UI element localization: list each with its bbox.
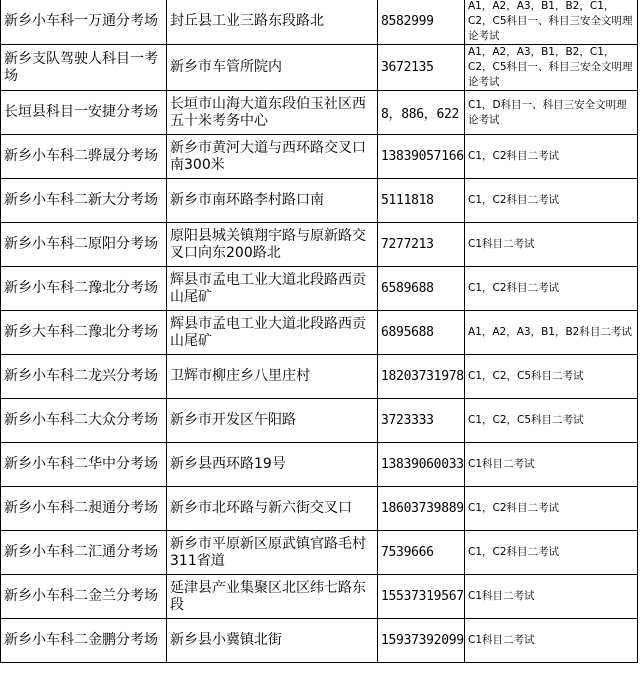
phone-cell: 6895688 <box>378 311 465 355</box>
exam-subjects-cell: A1，A2，A3，B1，B2，C1，C2，C5科目一、科目三安全文明理论考试 <box>465 0 638 45</box>
exam-subjects-cell: C1，C2科目二考试 <box>465 531 638 575</box>
address-cell: 新乡市南环路李村路口南 <box>167 179 378 223</box>
exam-subjects-cell: C1科目二考试 <box>465 223 638 267</box>
table-row <box>1 223 638 267</box>
phone-cell: 13839057166 <box>378 135 465 179</box>
table-row <box>1 355 638 399</box>
phone-cell: 6589688 <box>378 267 465 311</box>
phone-cell: 3723333 <box>378 399 465 443</box>
exam-subjects-cell: A1，A2，A3，B1，B2，C1，C2，C5科目一、科目三安全文明理论考试 <box>465 45 638 91</box>
site-name-cell: 新乡小车科二大众分考场 <box>1 399 167 443</box>
address-cell: 新乡市车管所院内 <box>167 45 378 91</box>
exam-subjects-cell: C1科目二考试 <box>465 443 638 487</box>
address-cell: 新乡市北环路与新六街交叉口 <box>167 487 378 531</box>
address-cell: 延津县产业集聚区北区纬七路东段 <box>167 575 378 619</box>
table-row <box>1 487 638 531</box>
exam-subjects-cell: C1，C2，C5科目二考试 <box>465 355 638 399</box>
phone-cell: 15937392099 <box>378 619 465 663</box>
table-row <box>1 267 638 311</box>
phone-cell: 3672135 <box>378 45 465 91</box>
table-row <box>1 135 638 179</box>
table-row <box>1 443 638 487</box>
site-name-cell: 新乡小车科二金鹏分考场 <box>1 619 167 663</box>
site-name-cell: 新乡小车科二华中分考场 <box>1 443 167 487</box>
site-name-cell: 长垣县科目一安捷分考场 <box>1 91 167 135</box>
table-row <box>1 0 638 45</box>
exam-site-table-body <box>1 0 638 663</box>
phone-cell: 8，886，622 <box>378 91 465 135</box>
site-name-cell: 新乡小车科二金兰分考场 <box>1 575 167 619</box>
table-row <box>1 531 638 575</box>
address-cell: 卫辉市柳庄乡八里庄村 <box>167 355 378 399</box>
table-row <box>1 619 638 663</box>
site-name-cell: 新乡小车科二龙兴分考场 <box>1 355 167 399</box>
site-name-cell: 新乡支队驾驶人科目一考场 <box>1 45 167 91</box>
table-row <box>1 399 638 443</box>
site-name-cell: 新乡小车科二豫北分考场 <box>1 267 167 311</box>
address-cell: 封丘县工业三路东段路北 <box>167 0 378 45</box>
phone-cell: 5111818 <box>378 179 465 223</box>
exam-subjects-cell: C1，C2科目二考试 <box>465 135 638 179</box>
exam-subjects-cell: C1，C2科目二考试 <box>465 267 638 311</box>
exam-subjects-cell: C1，C2科目二考试 <box>465 487 638 531</box>
phone-cell: 13839060033 <box>378 443 465 487</box>
address-cell: 辉县市孟电工业大道北段路西贡山尾矿 <box>167 267 378 311</box>
address-cell: 新乡市平原新区原武镇官路毛村311省道 <box>167 531 378 575</box>
address-cell: 原阳县城关镇翔宇路与原新路交叉口向东200路北 <box>167 223 378 267</box>
phone-cell: 7277213 <box>378 223 465 267</box>
exam-subjects-cell: C1科目二考试 <box>465 619 638 663</box>
table-row <box>1 311 638 355</box>
address-cell: 长垣市山海大道东段伯玉社区西五十米考务中心 <box>167 91 378 135</box>
phone-cell: 15537319567 <box>378 575 465 619</box>
site-name-cell: 新乡小车科二骅晟分考场 <box>1 135 167 179</box>
site-name-cell: 新乡小车科二汇通分考场 <box>1 531 167 575</box>
phone-cell: 8582999 <box>378 0 465 45</box>
phone-cell: 18603739889 <box>378 487 465 531</box>
exam-subjects-cell: C1，D科目一、科目三安全文明理论考试 <box>465 91 638 135</box>
address-cell: 新乡市开发区午阳路 <box>167 399 378 443</box>
table-row <box>1 45 638 91</box>
site-name-cell: 新乡大车科二豫北分考场 <box>1 311 167 355</box>
site-name-cell: 新乡小车科一万通分考场 <box>1 0 167 45</box>
site-name-cell: 新乡小车科二原阳分考场 <box>1 223 167 267</box>
exam-subjects-cell: A1，A2，A3，B1，B2科目二考试 <box>465 311 638 355</box>
address-cell: 新乡县西环路19号 <box>167 443 378 487</box>
site-name-cell: 新乡小车科二新大分考场 <box>1 179 167 223</box>
address-cell: 新乡县小冀镇北街 <box>167 619 378 663</box>
exam-subjects-cell: C1，C2科目二考试 <box>465 179 638 223</box>
phone-cell: 18203731978 <box>378 355 465 399</box>
phone-cell: 7539666 <box>378 531 465 575</box>
address-cell: 新乡市黄河大道与西环路交叉口南300米 <box>167 135 378 179</box>
table-row <box>1 179 638 223</box>
address-cell: 辉县市孟电工业大道北段路西贡山尾矿 <box>167 311 378 355</box>
table-row <box>1 91 638 135</box>
exam-subjects-cell: C1，C2，C5科目二考试 <box>465 399 638 443</box>
site-name-cell: 新乡小车科二昶通分考场 <box>1 487 167 531</box>
exam-subjects-cell: C1科目二考试 <box>465 575 638 619</box>
table-row <box>1 575 638 619</box>
